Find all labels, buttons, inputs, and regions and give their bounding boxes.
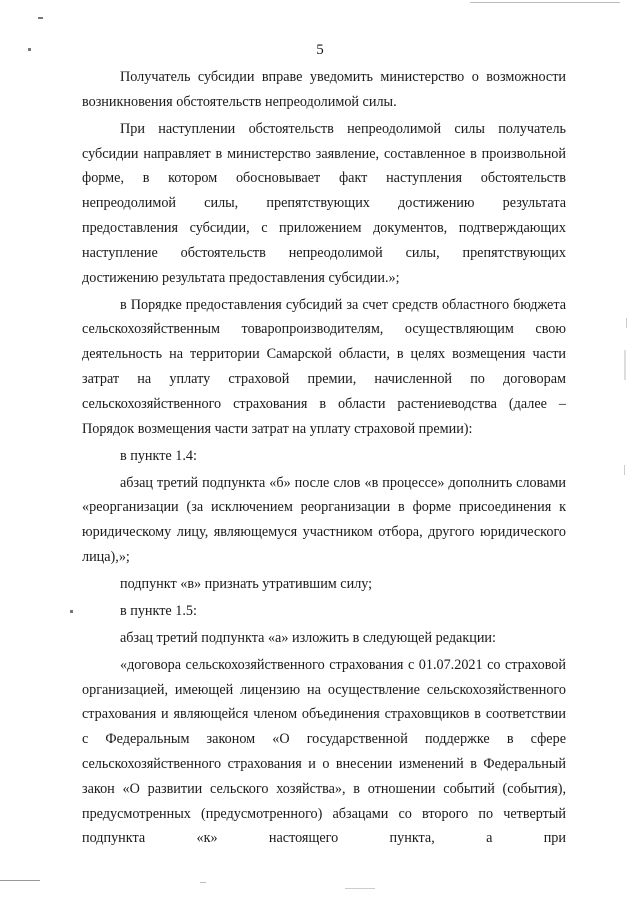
paragraph-subitem-v: подпункт «в» признать утратившим силу; — [120, 575, 373, 592]
paragraph-item-1-5: в пункте 1.5: — [120, 602, 197, 619]
scan-mark — [28, 48, 31, 51]
scan-mark — [624, 350, 626, 380]
paragraph-procedure: в Порядке предоставления субсидий за счет средств областного бюджета сельскохозяйственным товаропроизводителям, осуществляющим свою деятельность на территории Самарской области, в целях возмещения части затрат на уплату страховой премии, начисленной по договорам сельскохозяйственного страхования в области растениеводства (далее – Порядок возмещения части затрат на уплату страховой премии): — [82, 296, 566, 437]
paragraph-subitem-b: абзац третий подпункта «б» после слов «в процессе» дополнить словами «реорганизации (за исключением реорганизации в форме присоединения к юридическому лицу, являющемуся участником отбора, другого юридического лица),»; — [82, 474, 566, 565]
paragraph-force-majeure: При наступлении обстоятельств непреодолимой силы получатель субсидии направляет в министерство заявление, составленное в произвольной форме, в котором обосновывает факт наступления обстоятельств непреодолимой силы, препятствующих достижению результата предоставления субсидии, с приложением документов, подтверждающих наступление обстоятельств непреодолимой силы, препятствующих достижению результата предоставления субсидии.»; — [82, 120, 566, 286]
scan-mark — [200, 882, 206, 883]
scan-mark — [345, 888, 375, 889]
document-body — [82, 65, 566, 853]
scan-mark — [626, 318, 627, 328]
paragraph-contract: «договора сельскохозяйственного страхования с 01.07.2021 со страховой организацией, имеющей лицензию на осуществление сельскохозяйственного страхования и являющейся членом объединения страховщиков в соответствии с Федеральным законом «О государственной поддержке в сфере сельскохозяйственного страхования и о внесении изменений в Федеральный закон «О развитии сельского хозяйства», в отношении событий (события), предусмотренных (предусмотренного) абзацами со второго по четвертый подпункта «к» настоящего пункта, а при — [82, 656, 566, 847]
page-number: 5 — [316, 42, 324, 58]
paragraph-notify: Получатель субсидии вправе уведомить министерство о возможности возникновения обстоятельств непреодолимой силы. — [82, 69, 566, 110]
scan-mark — [624, 465, 625, 475]
paragraph-item-1-4: в пункте 1.4: — [120, 447, 197, 464]
scan-mark — [0, 880, 40, 881]
scan-mark — [470, 2, 620, 3]
scan-mark — [38, 17, 43, 19]
paragraph-subitem-a: абзац третий подпункта «а» изложить в следующей редакции: — [120, 629, 496, 646]
scan-mark — [70, 610, 73, 613]
